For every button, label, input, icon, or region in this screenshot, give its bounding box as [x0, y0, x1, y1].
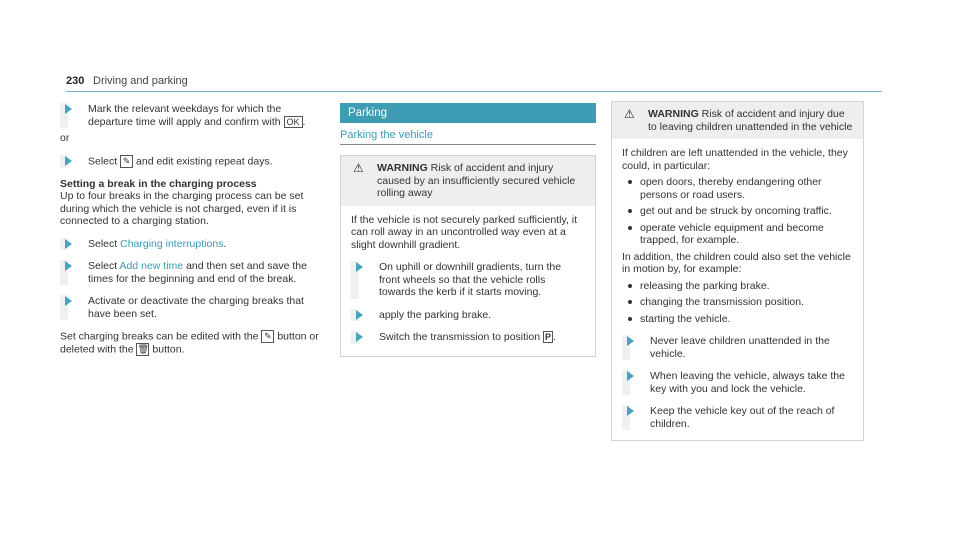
arrow-icon — [627, 336, 634, 346]
left-column — [60, 103, 326, 366]
park-position-icon: P — [545, 332, 552, 342]
pencil-icon: ✎ — [261, 330, 274, 343]
step-select-edit: Select ✎ and edit existing repeat days. — [60, 155, 326, 168]
arrow-icon — [65, 104, 72, 114]
step-never-leave: Never leave children unattended in the vehicle. — [622, 335, 853, 360]
arrow-icon — [356, 262, 363, 272]
step-take-key: When leaving the vehicle, always take the key with you and lock the vehicle. — [622, 370, 853, 395]
step-turn-wheels: On uphill or downhill gradients, turn the front wheels so that the vehicle rolls towards the kerb if it starts moving. — [351, 261, 585, 299]
section-title-bar: Parking — [340, 103, 596, 123]
arrow-icon — [627, 371, 634, 381]
arrow-icon — [65, 239, 72, 249]
intro-paragraph: Up to four breaks in the charging process can be set during which the vehicle is not charged, even if it is connected to a charging station. — [60, 190, 304, 227]
add-new-time-link: Add new time — [119, 260, 184, 272]
or-text: or — [60, 132, 70, 144]
step-transmission-p: Switch the transmission to position P . — [351, 331, 585, 344]
warning-icon: ⚠ — [624, 107, 635, 121]
ok-key-icon: OK — [284, 116, 303, 128]
list-item: starting the vehicle. — [622, 313, 853, 326]
step-mark-weekdays: Mark the relevant weekdays for which the departure time will apply and confirm with OK . — [60, 103, 326, 128]
arrow-icon — [356, 332, 363, 342]
page-header — [66, 75, 882, 92]
step-keep-key: Keep the vehicle key out of the reach of children. — [622, 405, 853, 430]
step-charging-interruptions: Select Charging interruptions. — [60, 238, 326, 251]
warning-icon: ⚠ — [353, 161, 364, 175]
outro-paragraph: Set charging breaks can be edited with the ✎ button or deleted with the 🗑 button. — [60, 330, 319, 356]
warning-label: WARNING — [377, 162, 428, 174]
step-parking-brake: apply the parking brake. — [351, 309, 585, 322]
step-add-new-time: Select Add new time and then set and save the times for the beginning and end of the break. — [60, 260, 326, 285]
warning-text: Risk of accident and injury due to leaving children unattended in the vehicle — [648, 108, 853, 133]
warning-body: If the vehicle is not securely parked sufficiently, it can roll away in an uncontrolled way even at a slight downhill gradient. — [351, 213, 578, 251]
arrow-icon — [65, 296, 72, 306]
subsection-title: Parking the vehicle — [340, 129, 596, 145]
list-item: get out and be struck by oncoming traffic. — [622, 205, 853, 218]
warning-box — [340, 155, 596, 357]
right-column — [611, 101, 864, 441]
warning-text: Risk of accident and injury caused by an insufficiently secured vehicle rolling away — [377, 162, 576, 199]
arrow-icon — [627, 406, 634, 416]
page-title: Driving and parking — [93, 75, 188, 87]
warning-mid: In addition, the children could also set the vehicle in motion by, for example: — [622, 250, 851, 275]
warning-label: WARNING — [648, 108, 699, 120]
pencil-icon: ✎ — [120, 155, 133, 168]
middle-column — [340, 103, 596, 357]
warning-intro: If children are left unattended in the vehicle, they could, in particular: — [622, 147, 848, 172]
arrow-icon — [65, 261, 72, 271]
list-item: open doors, thereby endangering other persons or road users. — [622, 176, 853, 201]
step-activate-breaks: Activate or deactivate the charging breaks that have been set. — [60, 295, 326, 320]
trash-icon: 🗑 — [137, 344, 149, 354]
arrow-icon — [356, 310, 363, 320]
list-item: releasing the parking brake. — [622, 280, 853, 293]
list-item: operate vehicle equipment and become trapped, for example. — [622, 222, 853, 247]
page-number: 230 — [66, 75, 85, 87]
section-heading: Setting a break in the charging process — [60, 177, 257, 190]
warning-box — [611, 101, 864, 441]
charging-interruptions-link: Charging interruptions — [120, 237, 224, 250]
arrow-icon — [65, 156, 72, 166]
list-item: changing the transmission position. — [622, 296, 853, 309]
